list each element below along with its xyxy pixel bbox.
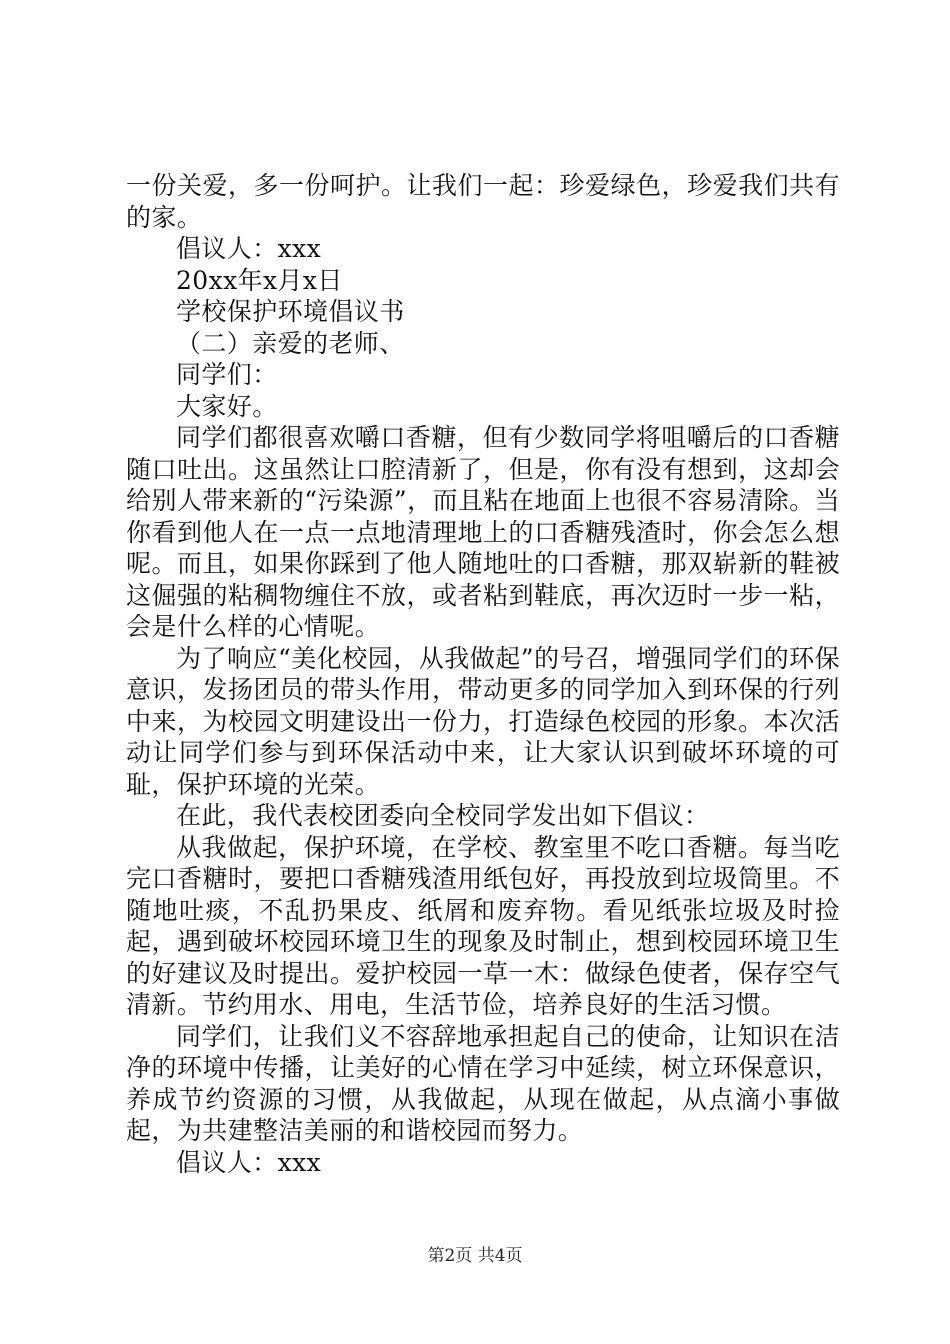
document-body bbox=[126, 170, 840, 1178]
signature-line: 倡议人：xxx bbox=[176, 1147, 322, 1177]
body-paragraph: 从我做起，保护环境，在学校、教室里不吃口香糖。每当吃完口香糖时，要把口香糖残渣用纸包好，再投放到垃圾筒里。不随地吐痰，不乱扔果皮、纸屑和废弃物。看见纸张垃圾及时捡起，遇到破坏校园环境卫生的现象及时制止，想到校园环境卫生的好建议及时提出。爱护校园一草一木：做绿色使者，保存空气清新。节约用水、用电，生活节俭，培养良好的生活习惯。 bbox=[126, 832, 840, 1019]
body-paragraph: 同学们，让我们义不容辞地承担起自己的使命，让知识在洁净的环境中传播，让美好的心情在学习中延续，树立环保意识，养成节约资源的习惯，从我做起，从现在做起，从点滴小事做起，为共建整洁美丽的和谐校园而努力。 bbox=[126, 1021, 840, 1145]
page-number-footer: 第2页 共4页 bbox=[427, 1246, 523, 1266]
body-paragraph: 同学们都很喜欢嚼口香糖，但有少数同学将咀嚼后的口香糖随口吐出。这虽然让口腔清新了，但是，你有没有想到，这却会给别人带来新的“污染源”，而且粘在地面上也很不容易清除。当你看到他人在一点一点地清理地上的口香糖残渣时，你会怎么想呢。而且，如果你踩到了他人随地吐的口香糖，那双崭新的鞋被这倔强的粘稠物缠住不放，或者粘到鞋底，再次迈时一步一粘，会是什么样的心情呢。 bbox=[126, 423, 840, 641]
body-paragraph: 在此，我代表校团委向全校同学发出如下倡议： bbox=[176, 801, 710, 830]
document-title: 学校保护环境倡议书 bbox=[176, 297, 405, 326]
section-heading: （二）亲爱的老师、 bbox=[176, 328, 405, 358]
signature-line: 倡议人：xxx bbox=[176, 234, 322, 263]
paragraph-continued: 一份关爱，多一份呵护。让我们一起：珍爱绿色，珍爱我们共有的家。 bbox=[126, 171, 840, 232]
body-paragraph: 为了响应“美化校园，从我做起”的号召，增强同学们的环保意识，发扬团员的带头作用，带动更多的同学加入到环保的行列中来，为校园文明建设出一份力，打造绿色校园的形象。本次活动让同学们参与到环保活动中来，让大家认识到破坏环境的可耻，保护环境的光荣。 bbox=[126, 643, 840, 799]
date-line: 20xx年x月x日 bbox=[176, 265, 343, 295]
greeting: 大家好。 bbox=[176, 391, 278, 421]
salutation: 同学们： bbox=[176, 360, 278, 389]
